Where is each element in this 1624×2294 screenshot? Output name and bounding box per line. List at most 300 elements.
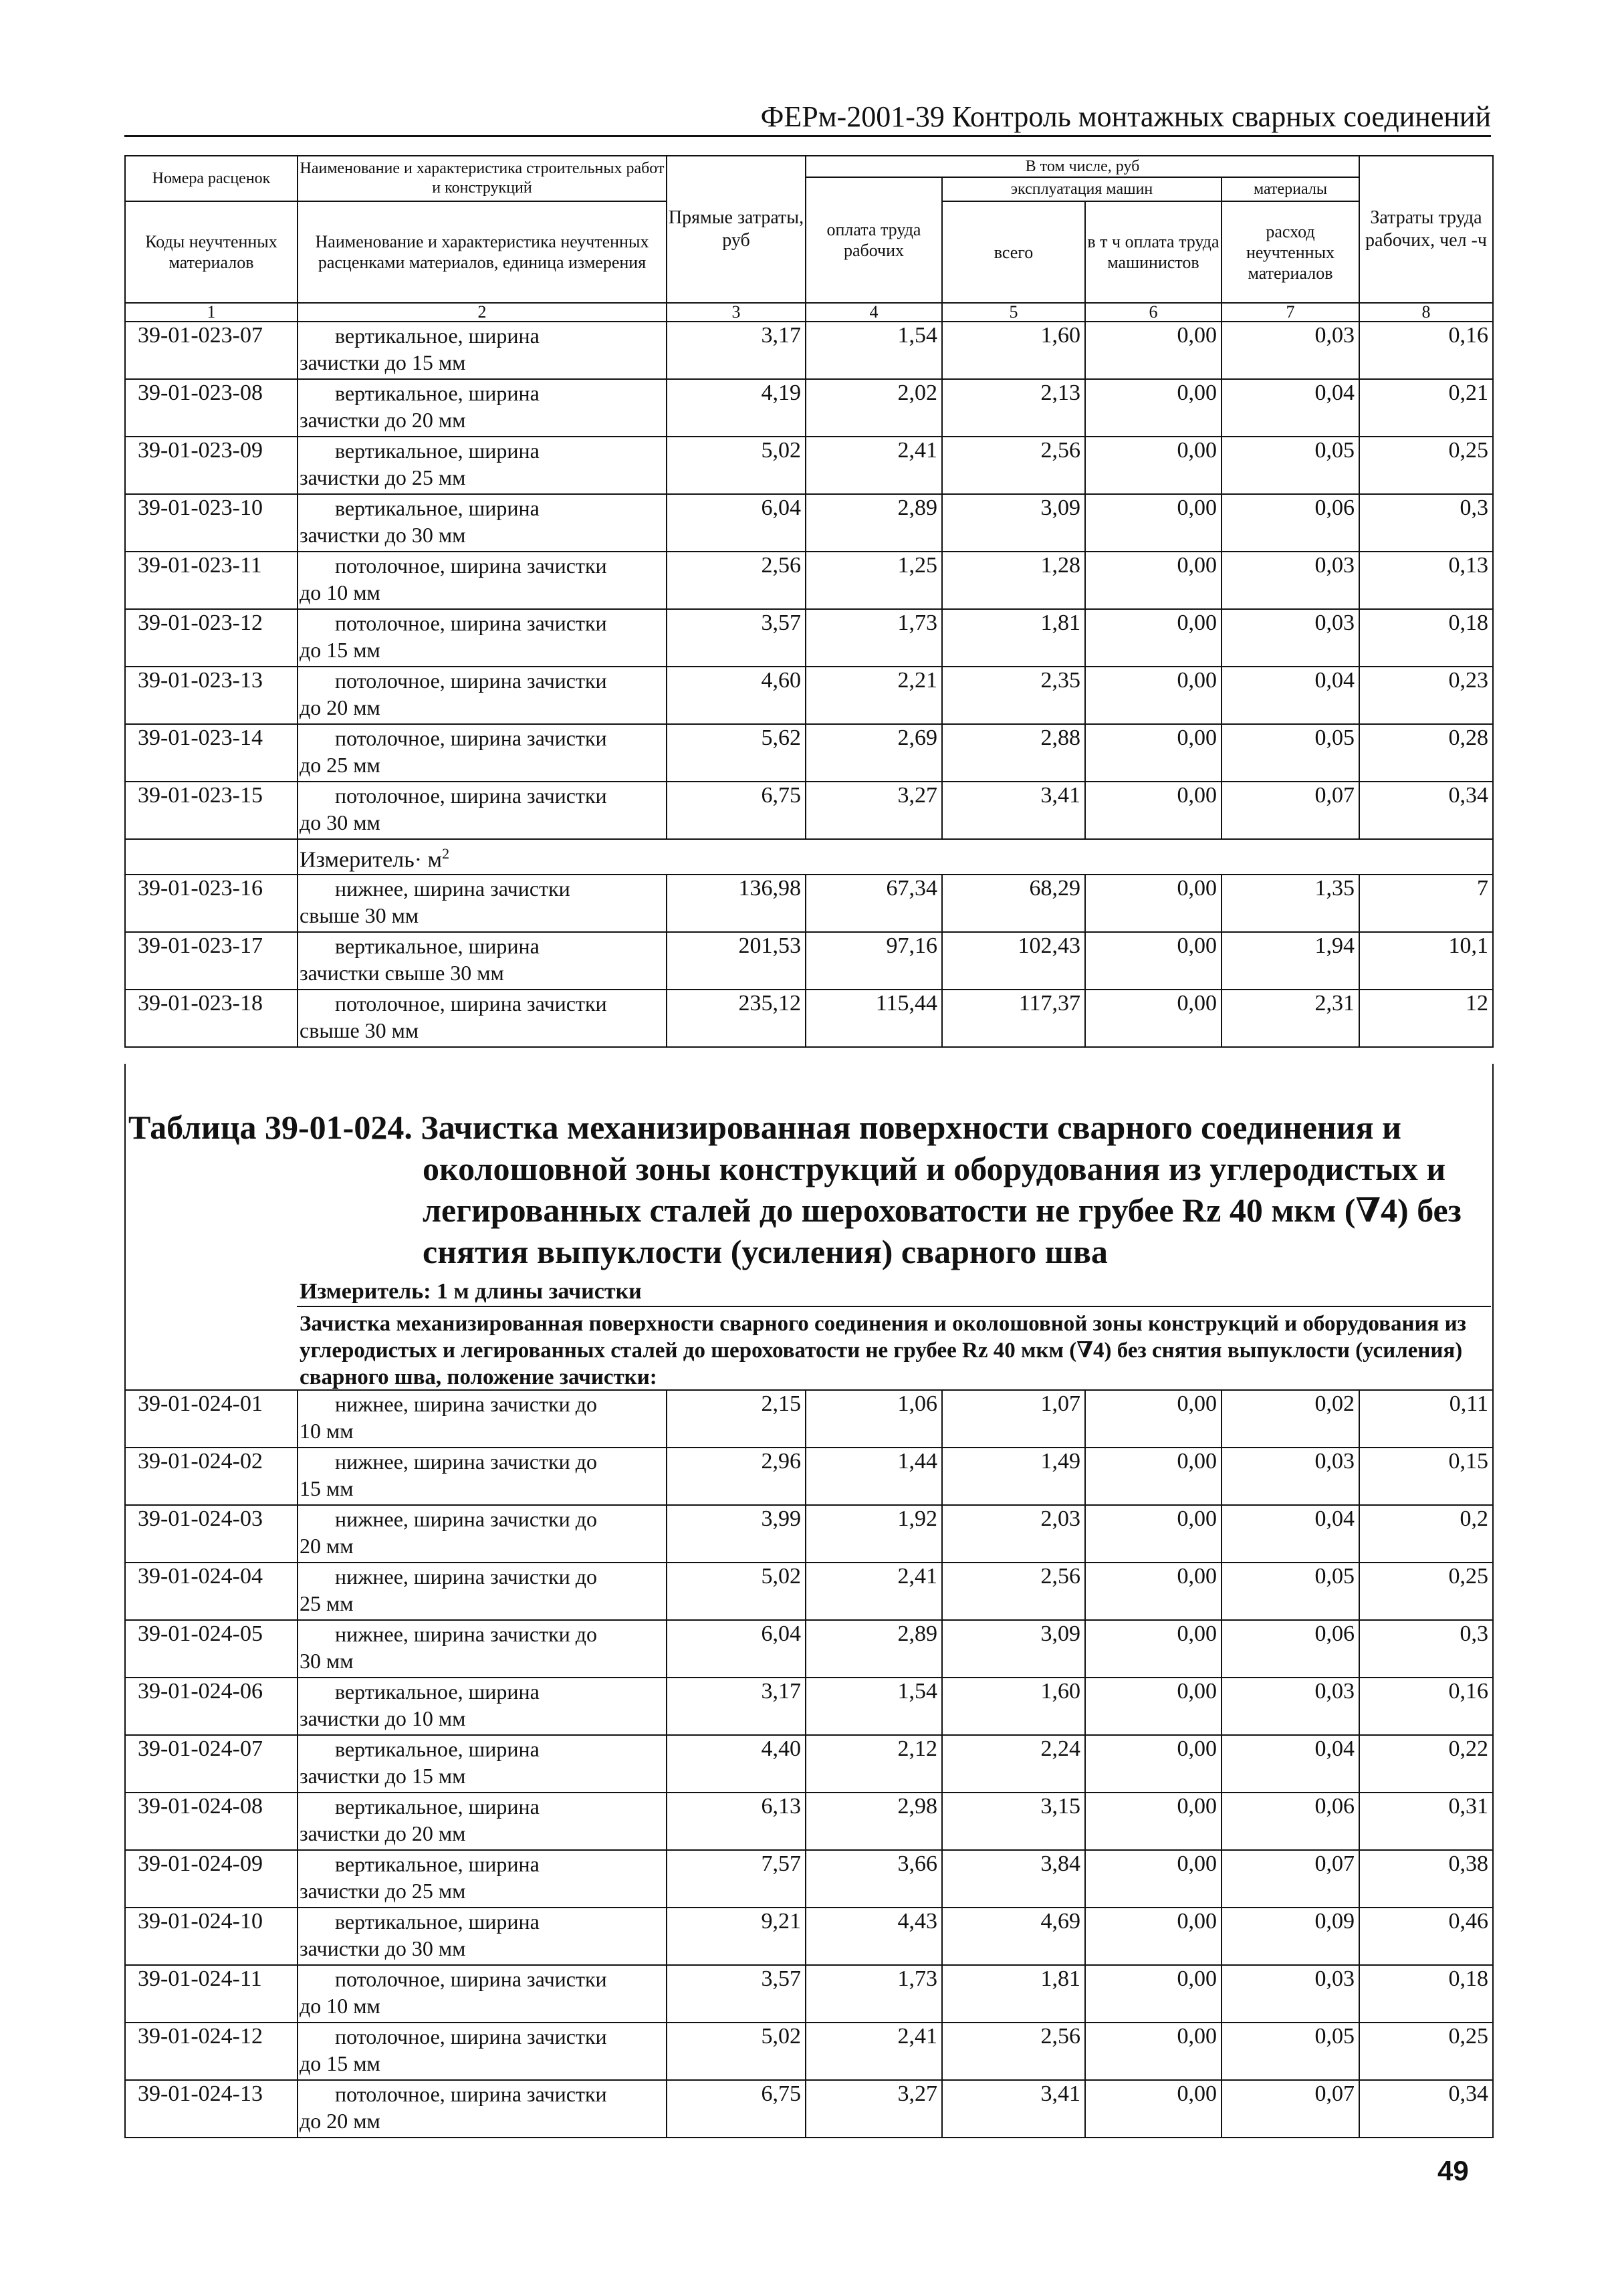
- table-row: [125, 667, 1493, 724]
- labor-pay-value: 2,98: [806, 1793, 942, 1850]
- materials-value: 0,03: [1222, 1965, 1359, 2023]
- rate-description-line-1: потолочное, ширина зачистки: [335, 784, 607, 808]
- caption-line-3: легированных сталей до шероховатости не грубее Rz 40 мкм (∇4) без: [423, 1191, 1462, 1229]
- rate-description-line-1: потолочное, ширина зачистки: [335, 2025, 607, 2049]
- machine-labor-value: 0,00: [1085, 552, 1222, 609]
- rate-description: [298, 437, 667, 494]
- direct-costs-value: 3,57: [667, 1965, 806, 2023]
- rate-description-line-2: до 15 мм: [300, 2051, 380, 2075]
- table-row: [125, 2080, 1493, 2138]
- machine-labor-value: 0,00: [1085, 437, 1222, 494]
- rate-description-line-2: зачистки до 30 мм: [300, 523, 466, 547]
- rate-description-line-1: нижнее, ширина зачистки до: [335, 1507, 598, 1531]
- table-row: [125, 1678, 1493, 1735]
- header-unaccounted-codes: Коды неучтенных материалов: [125, 201, 298, 303]
- header-materials-unaccounted: расход неучтенных материалов: [1222, 201, 1359, 303]
- machine-labor-value: 0,00: [1085, 1448, 1222, 1505]
- table-row: [125, 1793, 1493, 1850]
- labor-costs-value: 0,34: [1359, 782, 1493, 839]
- materials-value: 0,04: [1222, 1505, 1359, 1563]
- direct-costs-value: 6,13: [667, 1793, 806, 1850]
- labor-pay-value: 2,21: [806, 667, 942, 724]
- materials-value: 0,07: [1222, 2080, 1359, 2138]
- rate-description: [298, 782, 667, 839]
- labor-pay-value: 1,54: [806, 1678, 942, 1735]
- labor-costs-value: 0,34: [1359, 2080, 1493, 2138]
- table-row: [125, 782, 1493, 839]
- materials-value: 0,03: [1222, 322, 1359, 379]
- machine-total-value: 102,43: [942, 932, 1085, 990]
- materials-value: 0,06: [1222, 494, 1359, 552]
- caption-line-1: Таблица 39-01-024. Зачистка механизированная поверхности сварного соединения и: [128, 1109, 1401, 1146]
- labor-costs-value: 0,13: [1359, 552, 1493, 609]
- labor-costs-value: 0,25: [1359, 1563, 1493, 1620]
- labor-pay-value: 3,27: [806, 2080, 942, 2138]
- rate-code: 39-01-023-12: [125, 609, 298, 667]
- rate-code: 39-01-023-09: [125, 437, 298, 494]
- header-materials: материалы: [1222, 177, 1359, 201]
- direct-costs-value: 2,96: [667, 1448, 806, 1505]
- labor-pay-value: 1,44: [806, 1448, 942, 1505]
- rate-description: [298, 609, 667, 667]
- rate-description-line-2: до 25 мм: [300, 753, 380, 777]
- materials-value: 0,06: [1222, 1620, 1359, 1678]
- direct-costs-value: 7,57: [667, 1850, 806, 1908]
- labor-costs-value: 0,3: [1359, 1620, 1493, 1678]
- rate-description: [298, 724, 667, 782]
- rate-description: [298, 552, 667, 609]
- measure-underline: [297, 1306, 1491, 1307]
- section-heading: Зачистка механизированная поверхности сварного соединения и околошовной зоны конструкций и оборудования из углеродистых и легированных сталей до шероховатости не грубее Rz 40 мкм (∇4) без снятия выпуклости (усиления) сварного шва, положение зачистки:: [300, 1312, 1466, 1389]
- direct-costs-value: 6,04: [667, 1620, 806, 1678]
- machine-total-value: 3,41: [942, 782, 1085, 839]
- rate-code: 39-01-024-13: [125, 2080, 298, 2138]
- rate-description-line-2: до 10 мм: [300, 1994, 380, 2018]
- machine-labor-value: 0,00: [1085, 609, 1222, 667]
- machine-labor-value: 0,00: [1085, 782, 1222, 839]
- direct-costs-value: 3,17: [667, 1678, 806, 1735]
- machine-total-value: 2,03: [942, 1505, 1085, 1563]
- rate-description-line-1: нижнее, ширина зачистки до: [335, 1622, 598, 1646]
- rate-description: [298, 1390, 667, 1448]
- rate-code: 39-01-023-17: [125, 932, 298, 990]
- table-row: [125, 1908, 1493, 1965]
- labor-pay-value: 1,06: [806, 1390, 942, 1448]
- labor-pay-value: 2,89: [806, 494, 942, 552]
- direct-costs-value: 3,99: [667, 1505, 806, 1563]
- materials-value: 0,05: [1222, 1563, 1359, 1620]
- rates-table: [124, 155, 1494, 1048]
- column-number-6: 6: [1085, 303, 1222, 322]
- direct-costs-value: 2,56: [667, 552, 806, 609]
- table-row: [125, 1620, 1493, 1678]
- rate-code: 39-01-024-10: [125, 1908, 298, 1965]
- machine-labor-value: 0,00: [1085, 932, 1222, 990]
- materials-value: 0,02: [1222, 1390, 1359, 1448]
- labor-costs-value: 10,1: [1359, 932, 1493, 990]
- rate-code: 39-01-023-13: [125, 667, 298, 724]
- labor-pay-value: 2,89: [806, 1620, 942, 1678]
- rate-description-line-1: вертикальное, ширина: [335, 381, 540, 405]
- table-row: [125, 1735, 1493, 1793]
- direct-costs-value: 4,60: [667, 667, 806, 724]
- rate-description-line-2: зачистки до 15 мм: [300, 1764, 466, 1788]
- rate-description-line-1: потолочное, ширина зачистки: [335, 554, 607, 578]
- column-numbers-row: [125, 303, 1493, 322]
- header-work-name: Наименование и характеристика строительных работ и конструкций: [298, 156, 667, 201]
- machine-total-value: 3,41: [942, 2080, 1085, 2138]
- rates-rows-group-a: [125, 322, 1493, 839]
- rate-code: 39-01-023-08: [125, 379, 298, 437]
- rate-code: 39-01-024-12: [125, 2023, 298, 2080]
- rate-code: 39-01-023-10: [125, 494, 298, 552]
- rate-description-line-1: вертикальное, ширина: [335, 439, 540, 463]
- machine-labor-value: 0,00: [1085, 1850, 1222, 1908]
- rate-description: [298, 1965, 667, 2023]
- materials-value: 0,07: [1222, 1850, 1359, 1908]
- rates-table-024: [124, 1389, 1494, 2138]
- rate-code: 39-01-023-15: [125, 782, 298, 839]
- direct-costs-value: 9,21: [667, 1908, 806, 1965]
- labor-costs-value: 0,16: [1359, 322, 1493, 379]
- machine-labor-value: 0,00: [1085, 322, 1222, 379]
- machine-labor-value: 0,00: [1085, 875, 1222, 932]
- header-unaccounted-name: Наименование и характеристика неучтенных расценками материалов, единица измерения: [298, 201, 667, 303]
- rate-description: [298, 990, 667, 1047]
- machine-total-value: 3,84: [942, 1850, 1085, 1908]
- rate-description: [298, 1735, 667, 1793]
- direct-costs-value: 3,17: [667, 322, 806, 379]
- machine-total-value: 117,37: [942, 990, 1085, 1047]
- header-including: В том числе, руб: [806, 156, 1359, 177]
- machine-total-value: 2,35: [942, 667, 1085, 724]
- rates-rows-024: [125, 1390, 1493, 2138]
- materials-value: 0,05: [1222, 2023, 1359, 2080]
- rate-description-line-2: 10 мм: [300, 1419, 354, 1443]
- column-number-4: 4: [806, 303, 942, 322]
- labor-pay-value: 3,27: [806, 782, 942, 839]
- header-rate-numbers: Номера расценок: [125, 156, 298, 201]
- labor-costs-value: 0,23: [1359, 667, 1493, 724]
- rate-description-line-2: зачистки до 25 мм: [300, 1879, 466, 1903]
- materials-value: 0,04: [1222, 379, 1359, 437]
- rate-description-line-1: вертикальное, ширина: [335, 1852, 540, 1876]
- header-machine-ops: эксплуатация машин: [942, 177, 1222, 201]
- machine-labor-value: 0,00: [1085, 990, 1222, 1047]
- rate-description-line-2: 15 мм: [300, 1476, 354, 1500]
- measure-unit-length: Измеритель: 1 м длины зачистки: [300, 1279, 642, 1304]
- materials-value: 0,03: [1222, 609, 1359, 667]
- rate-description-line-1: нижнее, ширина зачистки до: [335, 1450, 598, 1474]
- machine-total-value: 2,13: [942, 379, 1085, 437]
- machine-labor-value: 0,00: [1085, 494, 1222, 552]
- labor-costs-value: 0,21: [1359, 379, 1493, 437]
- rate-description-line-1: потолочное, ширина зачистки: [335, 669, 607, 693]
- labor-costs-value: 0,11: [1359, 1390, 1493, 1448]
- rate-description-line-2: зачистки до 10 мм: [300, 1706, 466, 1730]
- machine-total-value: 2,56: [942, 2023, 1085, 2080]
- rate-description-line-1: потолочное, ширина зачистки: [335, 726, 607, 750]
- rate-code: 39-01-024-07: [125, 1735, 298, 1793]
- machine-total-value: 4,69: [942, 1908, 1085, 1965]
- machine-total-value: 3,09: [942, 1620, 1085, 1678]
- machine-labor-value: 0,00: [1085, 1563, 1222, 1620]
- materials-value: 0,06: [1222, 1793, 1359, 1850]
- rate-description: [298, 379, 667, 437]
- direct-costs-value: 5,02: [667, 437, 806, 494]
- machine-labor-value: 0,00: [1085, 667, 1222, 724]
- machine-total-value: 1,81: [942, 1965, 1085, 2023]
- machine-total-value: 1,49: [942, 1448, 1085, 1505]
- page-header-title: ФЕРм-2001-39 Контроль монтажных сварных соединений: [760, 100, 1491, 133]
- materials-value: 0,07: [1222, 782, 1359, 839]
- direct-costs-value: 2,15: [667, 1390, 806, 1448]
- direct-costs-value: 5,62: [667, 724, 806, 782]
- machine-total-value: 3,09: [942, 494, 1085, 552]
- page-header: [124, 99, 1491, 137]
- rate-description-line-2: 20 мм: [300, 1534, 354, 1558]
- rate-description: [298, 1793, 667, 1850]
- machine-labor-value: 0,00: [1085, 2080, 1222, 2138]
- rate-description-line-1: потолочное, ширина зачистки: [335, 2082, 607, 2106]
- rate-description-line-2: зачистки до 30 мм: [300, 1936, 466, 1960]
- rate-description: [298, 2080, 667, 2138]
- rate-description: [298, 322, 667, 379]
- rate-description-line-2: зачистки до 15 мм: [300, 350, 466, 374]
- rate-description: [298, 1563, 667, 1620]
- table-row: [125, 322, 1493, 379]
- rate-description-line-1: вертикальное, ширина: [335, 934, 540, 959]
- machine-total-value: 2,56: [942, 437, 1085, 494]
- header-machine-labor: в т ч оплата труда машинистов: [1085, 201, 1222, 303]
- machine-labor-value: 0,00: [1085, 1735, 1222, 1793]
- machine-labor-value: 0,00: [1085, 724, 1222, 782]
- rate-description-line-1: нижнее, ширина зачистки: [335, 877, 570, 901]
- labor-costs-value: 0,15: [1359, 1448, 1493, 1505]
- labor-pay-value: 2,12: [806, 1735, 942, 1793]
- labor-pay-value: 115,44: [806, 990, 942, 1047]
- direct-costs-value: 6,04: [667, 494, 806, 552]
- table-row: [125, 1965, 1493, 2023]
- rate-code: 39-01-024-02: [125, 1448, 298, 1505]
- rate-description: [298, 1448, 667, 1505]
- labor-costs-value: 0,18: [1359, 1965, 1493, 2023]
- rate-code: 39-01-023-14: [125, 724, 298, 782]
- header-labor-costs: Затраты труда рабочих, чел -ч: [1359, 156, 1493, 303]
- rate-description-line-2: 25 мм: [300, 1591, 354, 1615]
- materials-value: 0,03: [1222, 552, 1359, 609]
- machine-labor-value: 0,00: [1085, 1908, 1222, 1965]
- table-row: [125, 1448, 1493, 1505]
- rate-description-line-1: потолочное, ширина зачистки: [335, 992, 607, 1016]
- labor-pay-value: 67,34: [806, 875, 942, 932]
- table-row: [125, 494, 1493, 552]
- table-row: [125, 1505, 1493, 1563]
- rate-description: [298, 2023, 667, 2080]
- header-direct-costs: Прямые затраты, руб: [667, 156, 806, 303]
- table-row: [125, 724, 1493, 782]
- labor-costs-value: 0,3: [1359, 494, 1493, 552]
- rate-description-line-1: нижнее, ширина зачистки до: [335, 1565, 598, 1589]
- rate-code: 39-01-024-06: [125, 1678, 298, 1735]
- table-row: [125, 2023, 1493, 2080]
- machine-labor-value: 0,00: [1085, 1505, 1222, 1563]
- labor-pay-value: 2,69: [806, 724, 942, 782]
- rate-code: 39-01-023-18: [125, 990, 298, 1047]
- machine-total-value: 3,15: [942, 1793, 1085, 1850]
- rate-description-line-1: вертикальное, ширина: [335, 1737, 540, 1761]
- rate-description-line-1: вертикальное, ширина: [335, 1795, 540, 1819]
- materials-value: 0,09: [1222, 1908, 1359, 1965]
- rate-description-line-1: нижнее, ширина зачистки до: [335, 1392, 598, 1416]
- labor-pay-value: 1,92: [806, 1505, 942, 1563]
- labor-pay-value: 1,73: [806, 1965, 942, 2023]
- rate-code: 39-01-024-03: [125, 1505, 298, 1563]
- machine-total-value: 68,29: [942, 875, 1085, 932]
- machine-labor-value: 0,00: [1085, 2023, 1222, 2080]
- labor-costs-value: 7: [1359, 875, 1493, 932]
- labor-costs-value: 12: [1359, 990, 1493, 1047]
- measure-unit-m2: Измеритель· $м^2$: [298, 839, 1493, 875]
- table-row: [125, 875, 1493, 932]
- labor-costs-value: 0,18: [1359, 609, 1493, 667]
- table-row: [125, 609, 1493, 667]
- column-number-1: 1: [125, 303, 298, 322]
- machine-labor-value: 0,00: [1085, 1965, 1222, 2023]
- materials-value: 1,35: [1222, 875, 1359, 932]
- rate-code: 39-01-024-08: [125, 1793, 298, 1850]
- rate-description-line-1: потолочное, ширина зачистки: [335, 1967, 607, 1991]
- rate-description-line-1: вертикальное, ширина: [335, 1680, 540, 1704]
- rate-code: 39-01-023-07: [125, 322, 298, 379]
- direct-costs-value: 3,57: [667, 609, 806, 667]
- direct-costs-value: 235,12: [667, 990, 806, 1047]
- materials-value: 1,94: [1222, 932, 1359, 990]
- page-number: 49: [1437, 2155, 1469, 2186]
- rate-code: 39-01-024-11: [125, 1965, 298, 2023]
- labor-costs-value: 0,22: [1359, 1735, 1493, 1793]
- rate-description-line-2: зачистки до 25 мм: [300, 465, 466, 489]
- direct-costs-value: 4,40: [667, 1735, 806, 1793]
- rate-code: 39-01-024-01: [125, 1390, 298, 1448]
- table-row: [125, 1563, 1493, 1620]
- rate-description: [298, 1850, 667, 1908]
- labor-pay-value: 2,02: [806, 379, 942, 437]
- labor-pay-value: 2,41: [806, 437, 942, 494]
- labor-pay-value: 1,73: [806, 609, 942, 667]
- labor-costs-value: 0,31: [1359, 1793, 1493, 1850]
- rate-description-line-1: вертикальное, ширина: [335, 1910, 540, 1934]
- rate-code: 39-01-024-05: [125, 1620, 298, 1678]
- materials-value: 0,03: [1222, 1448, 1359, 1505]
- rate-description-line-2: до 15 мм: [300, 638, 380, 662]
- rate-description: [298, 667, 667, 724]
- machine-total-value: 2,88: [942, 724, 1085, 782]
- materials-value: 0,05: [1222, 724, 1359, 782]
- materials-value: 2,31: [1222, 990, 1359, 1047]
- table-row: [125, 932, 1493, 990]
- rate-code: 39-01-023-11: [125, 552, 298, 609]
- labor-pay-value: 2,41: [806, 1563, 942, 1620]
- machine-total-value: 1,81: [942, 609, 1085, 667]
- rate-description-line-2: 30 мм: [300, 1649, 354, 1673]
- rate-description-line-2: зачистки до 20 мм: [300, 1821, 466, 1845]
- machine-total-value: 1,28: [942, 552, 1085, 609]
- machine-total-value: 2,56: [942, 1563, 1085, 1620]
- labor-costs-value: 0,25: [1359, 437, 1493, 494]
- table-caption: [128, 1107, 1492, 1272]
- machine-labor-value: 0,00: [1085, 1390, 1222, 1448]
- table-row: [125, 1390, 1493, 1448]
- labor-pay-value: 97,16: [806, 932, 942, 990]
- labor-costs-value: 0,28: [1359, 724, 1493, 782]
- column-number-3: 3: [667, 303, 806, 322]
- rate-description-line-2: свыше 30 мм: [300, 1018, 419, 1043]
- rate-code: 39-01-023-16: [125, 875, 298, 932]
- rate-description-line-2: зачистки свыше 30 мм: [300, 961, 504, 986]
- labor-pay-value: 1,54: [806, 322, 942, 379]
- rate-description: [298, 1908, 667, 1965]
- rate-description-line-2: зачистки до 20 мм: [300, 408, 466, 432]
- rate-description-line-2: до 10 мм: [300, 580, 380, 604]
- machine-labor-value: 0,00: [1085, 379, 1222, 437]
- table-row: [125, 1850, 1493, 1908]
- table-row: [125, 437, 1493, 494]
- table-row: [125, 990, 1493, 1047]
- header-labor-pay: оплата труда рабочих: [806, 177, 942, 303]
- table-row: [125, 552, 1493, 609]
- labor-costs-value: 0,46: [1359, 1908, 1493, 1965]
- machine-labor-value: 0,00: [1085, 1793, 1222, 1850]
- rate-description-line-2: до 30 мм: [300, 810, 380, 834]
- labor-pay-value: 1,25: [806, 552, 942, 609]
- column-number-5: 5: [942, 303, 1085, 322]
- column-number-7: 7: [1222, 303, 1359, 322]
- rate-description: [298, 1620, 667, 1678]
- rates-rows-group-b: [125, 875, 1493, 1047]
- labor-costs-value: 0,2: [1359, 1505, 1493, 1563]
- direct-costs-value: 6,75: [667, 782, 806, 839]
- labor-pay-value: 2,41: [806, 2023, 942, 2080]
- table-row: [125, 379, 1493, 437]
- rate-description-line-2: до 20 мм: [300, 695, 380, 719]
- rate-description-line-1: потолочное, ширина зачистки: [335, 611, 607, 635]
- rate-description-line-2: до 20 мм: [300, 2109, 380, 2133]
- column-number-2: 2: [298, 303, 667, 322]
- caption-line-2: околошовной зоны конструкций и оборудования из углеродистых и: [423, 1150, 1446, 1187]
- rate-description: [298, 932, 667, 990]
- labor-pay-value: 3,66: [806, 1850, 942, 1908]
- labor-costs-value: 0,25: [1359, 2023, 1493, 2080]
- labor-costs-value: 0,38: [1359, 1850, 1493, 1908]
- machine-total-value: 1,60: [942, 1678, 1085, 1735]
- direct-costs-value: 136,98: [667, 875, 806, 932]
- rate-description: [298, 494, 667, 552]
- labor-pay-value: 4,43: [806, 1908, 942, 1965]
- rate-code: 39-01-024-09: [125, 1850, 298, 1908]
- direct-costs-value: 201,53: [667, 932, 806, 990]
- rate-description: [298, 875, 667, 932]
- direct-costs-value: 5,02: [667, 2023, 806, 2080]
- direct-costs-value: 5,02: [667, 1563, 806, 1620]
- rate-description-line-2: свыше 30 мм: [300, 903, 419, 928]
- header-machine-total: всего: [942, 201, 1085, 303]
- rate-description: [298, 1678, 667, 1735]
- rate-description-line-1: вертикальное, ширина: [335, 496, 540, 520]
- labor-costs-value: 0,16: [1359, 1678, 1493, 1735]
- materials-value: 0,05: [1222, 437, 1359, 494]
- materials-value: 0,04: [1222, 667, 1359, 724]
